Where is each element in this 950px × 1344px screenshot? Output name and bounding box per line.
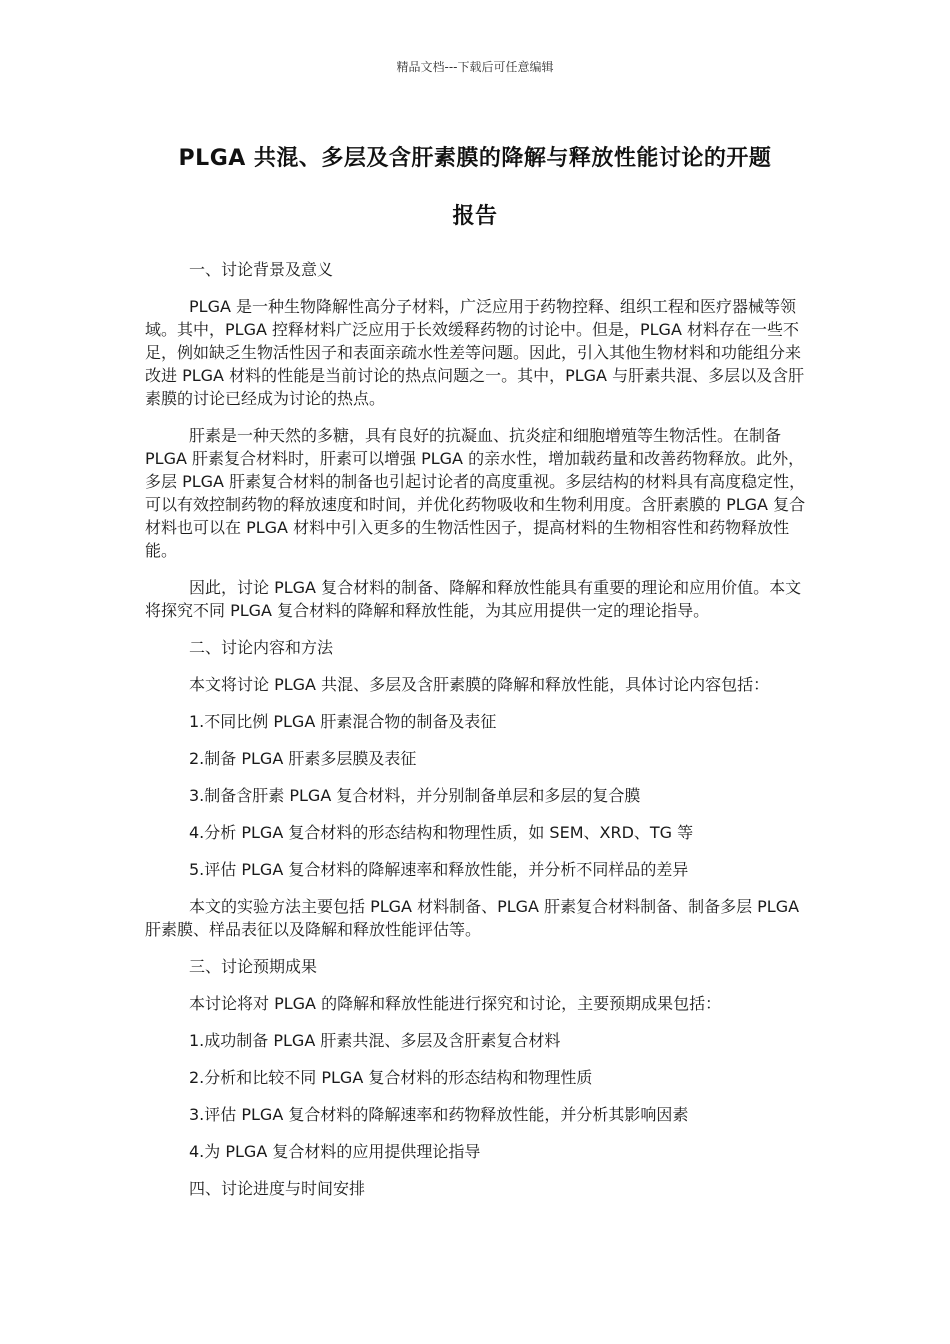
- section-1-heading: 一、讨论背景及意义: [189, 260, 334, 279]
- section-2-heading: 二、讨论内容和方法: [189, 638, 334, 657]
- section-3-item: 3.评估 PLGA 复合材料的降解速率和药物释放性能，并分析其影响因素: [189, 1105, 689, 1124]
- section-2-item: 1.不同比例 PLGA 肝素混合物的制备及表征: [189, 712, 497, 731]
- section-2-intro: 本文将讨论 PLGA 共混、多层及含肝素膜的降解和释放性能，具体讨论内容包括：: [189, 675, 770, 694]
- document-body: [145, 258, 810, 1214]
- section-2-item: 4.分析 PLGA 复合材料的形态结构和物理性质，如 SEM、XRD、TG 等: [189, 823, 694, 842]
- section-3-heading: 三、讨论预期成果: [189, 957, 318, 976]
- section-3-intro: 本讨论将对 PLGA 的降解和释放性能进行探究和讨论，主要预期成果包括：: [189, 994, 722, 1013]
- page-header: 精品文档---下载后可任意编辑: [396, 60, 554, 74]
- section-4-heading: 四、讨论进度与时间安排: [189, 1179, 366, 1198]
- section-1-paragraph-2: 肝素是一种天然的多糖，具有良好的抗凝血、抗炎症和细胞增殖等生物活性。在制备 PLGA 肝素复合材料时，肝素可以增强 PLGA 的亲水性，增加载药量和改善药物释放。此外，多层 PLGA 肝素复合材料的制备也引起讨论者的高度重视。多层结构的材料具有高度稳定性，可以有效控制药物的释放速度和时间，并优化药物吸收和生物利用度。含肝素膜的 PLGA 复合材料也可以在 PLGA 材料中引入更多的生物活性因子，提高材料的生物相容性和药物释放性能。: [145, 426, 806, 560]
- section-2-item: 3.制备含肝素 PLGA 复合材料，并分别制备单层和多层的复合膜: [189, 786, 641, 805]
- section-1-paragraph-3: 因此，讨论 PLGA 复合材料的制备、降解和释放性能具有重要的理论和应用价值。本文将探究不同 PLGA 复合材料的降解和释放性能，为其应用提供一定的理论指导。: [145, 578, 802, 620]
- section-1-paragraph-1: PLGA 是一种生物降解性高分子材料，广泛应用于药物控释、组织工程和医疗器械等领域。其中，PLGA 控释材料广泛应用于长效缓释药物的讨论中。但是，PLGA 材料存在一些不足，例如缺乏生物活性因子和表面亲疏水性差等问题。因此，引入其他生物材料和功能组分来改进 PLGA 材料的性能是当前讨论的热点问题之一。其中，PLGA 与肝素共混、多层以及含肝素膜的讨论已经成为讨论的热点。: [145, 297, 805, 408]
- section-2-method: 本文的实验方法主要包括 PLGA 材料制备、PLGA 肝素复合材料制备、制备多层 PLGA 肝素膜、样品表征以及降解和释放性能评估等。: [145, 897, 800, 939]
- section-3-item: 1.成功制备 PLGA 肝素共混、多层及含肝素复合材料: [189, 1031, 561, 1050]
- title-line-1: PLGA 共混、多层及含肝素膜的降解与释放性能讨论的开题: [178, 146, 772, 171]
- section-2-item: 2.制备 PLGA 肝素多层膜及表征: [189, 749, 417, 768]
- title-line-2: 报告: [452, 204, 498, 229]
- section-3-item: 2.分析和比较不同 PLGA 复合材料的形态结构和物理性质: [189, 1068, 593, 1087]
- section-3-item: 4.为 PLGA 复合材料的应用提供理论指导: [189, 1142, 481, 1161]
- section-2-item: 5.评估 PLGA 复合材料的降解速率和释放性能，并分析不同样品的差异: [189, 860, 689, 879]
- document-title: [130, 130, 820, 246]
